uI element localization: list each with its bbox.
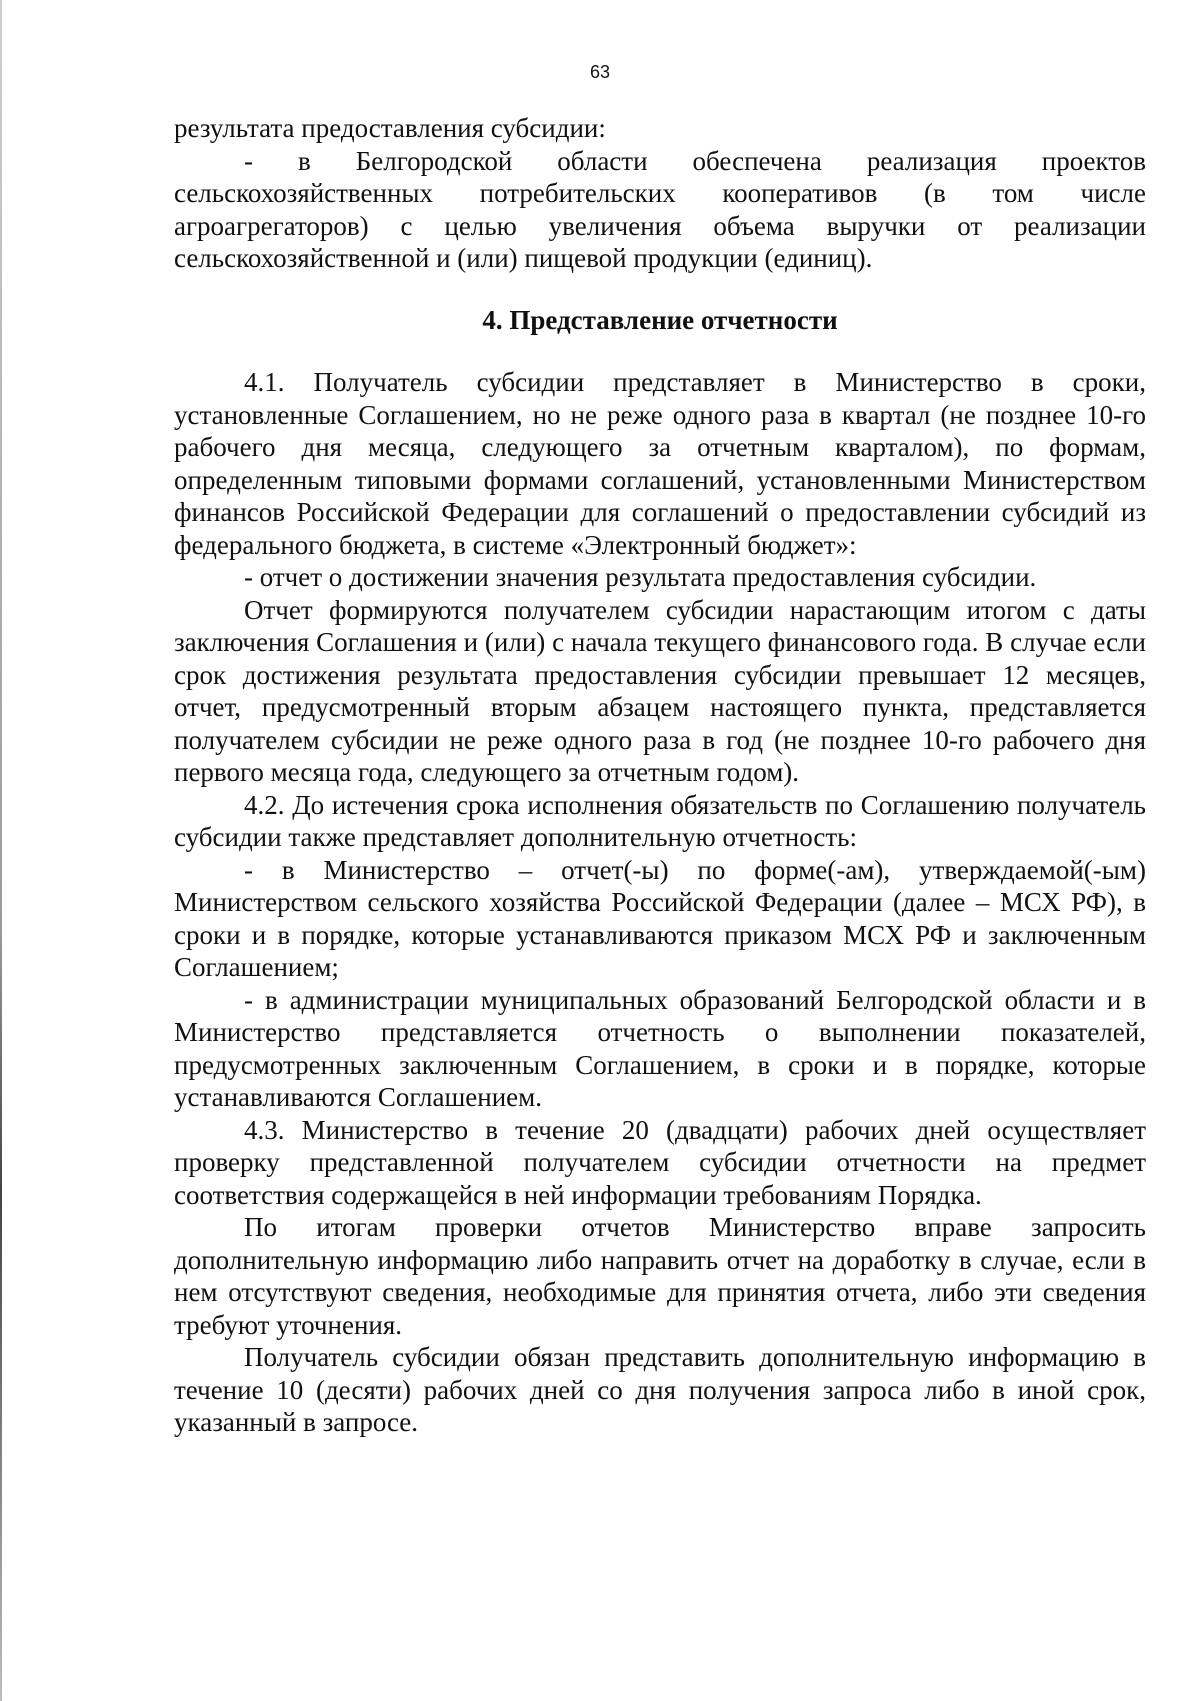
paragraph-list-item: - в Белгородской области обеспечена реализация проектов сельскохозяйственных потребительских кооперативов (в том числе агроагрегаторов) с целью увеличения объема выручки от реализации сельскохозяйственной и (или) пищевой продукции (единиц). xyxy=(174,145,1146,273)
paragraph-list-item: - в Министерство – отчет(-ы) по форме(-ам), утверждаемой(-ым) Министерством сельского хозяйства Российской Федерации (далее – МСХ РФ), в сроки и в порядке, которые устанавливаются приказом МСХ РФ и заключенным Соглашением; xyxy=(174,854,1146,982)
paragraph-4-2: 4.2. До истечения срока исполнения обязательств по Соглашению получатель субсидии также представляет дополнительную отчетность: xyxy=(174,789,1146,852)
paragraph-4-3: 4.3. Министерство в течение 20 (двадцати) рабочих дней осуществляет проверку представленной получателем субсидии отчетности на предмет соответствия содержащейся в ней информации требованиям Порядка. xyxy=(174,1114,1146,1210)
section-heading: 4. Представление отчетности xyxy=(482,304,838,335)
paragraph-list-item: - в администрации муниципальных образований Белгородской области и в Министерство представляется отчетность о выполнении показателей, предусмотренных заключенным Соглашением, в сроки и в порядке, которые устанавливаются Соглашением. xyxy=(174,984,1146,1112)
page-number: 63 xyxy=(589,62,611,82)
document-body xyxy=(174,112,1146,1439)
paragraph: По итогам проверки отчетов Министерство вправе запросить дополнительную информацию либо направить отчет на доработку в случае, если в нем отсутствуют сведения, необходимые для принятия отчета, либо эти сведения требуют уточнения. xyxy=(174,1212,1146,1340)
paragraph-continuation: результата предоставления субсидии: xyxy=(174,113,606,143)
paragraph: Отчет формируются получателем субсидии нарастающим итогом с даты заключения Соглашения и (или) с начала текущего финансового года. В случае если срок достижения результата предоставления субсидии превышает 12 месяцев, отчет, предусмотренный вторым абзацем настоящего пункта, представляется получателем субсидии не реже одного раза в год (не позднее 10-го рабочего дня первого месяца года, следующего за отчетным годом). xyxy=(174,594,1146,787)
paragraph: Получатель субсидии обязан представить дополнительную информацию в течение 10 (десяти) рабочих дней со дня получения запроса либо в иной срок, указанный в запросе. xyxy=(174,1342,1146,1437)
scan-edge-shadow xyxy=(0,0,2,1701)
paragraph-4-1: 4.1. Получатель субсидии представляет в Министерство в сроки, установленные Соглашением, но не реже одного раза в квартал (не позднее 10-го рабочего дня месяца, следующего за отчетным кварталом), по формам, определенным типовыми формами соглашений, установленными Министерством финансов Российской Федерации для соглашений о предоставлении субсидий из федерального бюджета, в системе «Электронный бюджет»: xyxy=(174,367,1146,560)
paragraph-list-item: - отчет о достижении значения результата предоставления субсидии. xyxy=(244,562,1037,592)
